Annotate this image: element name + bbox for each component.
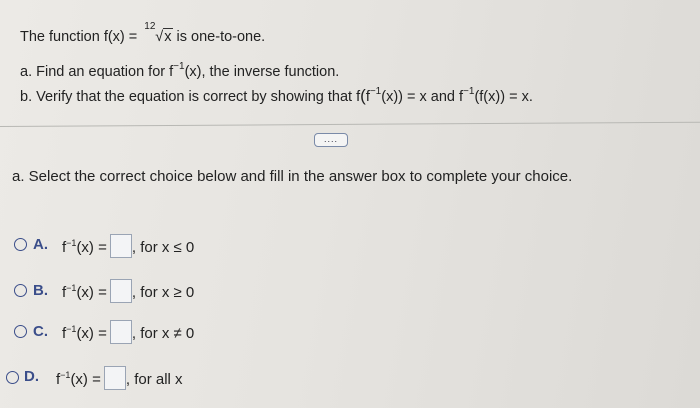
radio-choice-d[interactable] bbox=[6, 371, 19, 384]
radicand: x bbox=[164, 29, 172, 45]
root-index: 12 bbox=[144, 21, 156, 32]
question-text: a. Select the correct choice below and fill in the answer box to complete your choice. bbox=[12, 168, 573, 185]
function-name: f bbox=[62, 239, 67, 256]
radio-choice-c[interactable] bbox=[14, 325, 27, 338]
part-b-text: b. Verify that the equation is correct by showing that $f(f^{-1}(x)) = x$ and $f^{-1}(f(x)) = x$. bbox=[20, 86, 533, 105]
function-arg: (x) = bbox=[76, 325, 107, 342]
answer-box-c[interactable] bbox=[110, 320, 132, 344]
condition-text: , for x ≥ 0 bbox=[131, 284, 195, 301]
intro-prefix: The function f(x) = bbox=[20, 29, 138, 45]
inverse-exponent: −1 bbox=[173, 61, 185, 72]
expand-more-button[interactable]: .... bbox=[314, 133, 348, 147]
function-name: f bbox=[56, 371, 61, 388]
answer-box-a[interactable] bbox=[110, 234, 132, 258]
function-arg: (x) = bbox=[70, 371, 101, 388]
part-b-prefix: b. Verify that the equation is correct by showing that f bbox=[20, 89, 361, 105]
condition-text: , for x ≤ 0 bbox=[131, 239, 195, 256]
choice-expression bbox=[56, 366, 183, 390]
function-name: f bbox=[62, 284, 67, 301]
exponent: −1 bbox=[66, 324, 77, 334]
part-a-prefix: a. Find an equation for f bbox=[20, 64, 174, 80]
part-a-text bbox=[20, 61, 340, 80]
answer-box-b[interactable] bbox=[110, 279, 132, 303]
choice-expression bbox=[62, 234, 194, 258]
choice-letter: D. bbox=[24, 368, 39, 385]
radical-expression: 12 √x bbox=[144, 21, 172, 45]
choice-letter: B. bbox=[33, 282, 48, 299]
inverse-exponent: −1 bbox=[463, 86, 475, 97]
exponent: −1 bbox=[66, 283, 77, 293]
choice-letter: A. bbox=[33, 236, 48, 253]
part-b-suffix: (f(x)) = x. bbox=[474, 89, 533, 105]
part-a-suffix: (x), the inverse function. bbox=[184, 64, 340, 80]
problem-intro bbox=[20, 21, 266, 45]
part-b-mid: (x)) = x and f bbox=[381, 89, 464, 105]
function-arg: (x) = bbox=[76, 239, 107, 256]
exponent: −1 bbox=[66, 238, 77, 248]
intro-suffix: is one-to-one. bbox=[176, 29, 266, 45]
answer-box-d[interactable] bbox=[104, 366, 126, 390]
inverse-exponent: −1 bbox=[369, 86, 382, 97]
condition-text: , for all x bbox=[125, 371, 183, 388]
exponent: −1 bbox=[60, 370, 71, 380]
radio-choice-b[interactable] bbox=[14, 284, 27, 297]
section-divider bbox=[0, 122, 700, 127]
function-arg: (x) = bbox=[76, 284, 107, 301]
choice-letter: C. bbox=[33, 323, 48, 340]
function-name: f bbox=[62, 325, 67, 342]
condition-text: , for x ≠ 0 bbox=[131, 325, 195, 342]
choice-expression bbox=[62, 279, 194, 303]
choice-expression bbox=[62, 320, 194, 344]
radio-choice-a[interactable] bbox=[14, 238, 27, 251]
